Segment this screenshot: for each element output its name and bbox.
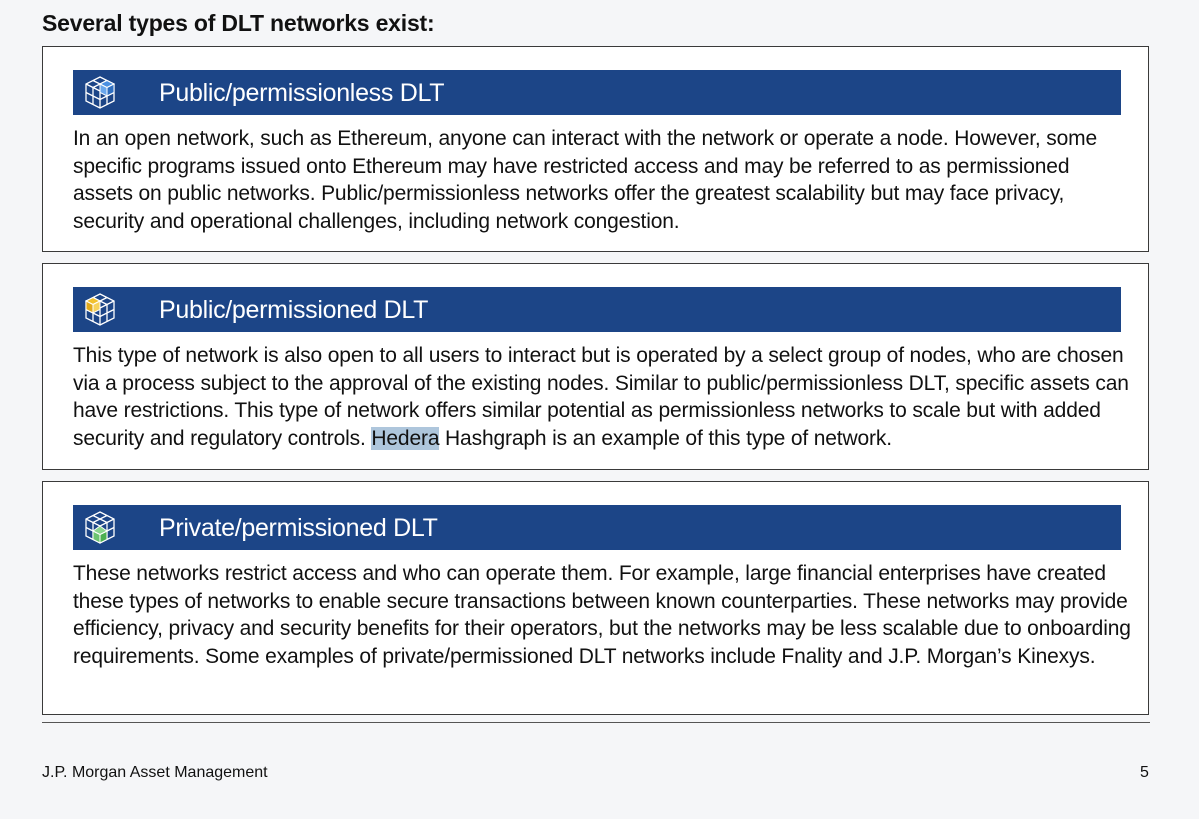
- page-number: 5: [1140, 764, 1149, 781]
- section-banner: [73, 287, 1121, 332]
- section-public-permissioned: [42, 263, 1149, 470]
- cube-yellow-icon: [83, 292, 117, 328]
- section-banner: [73, 70, 1121, 115]
- section-title: Public/permissioned DLT: [159, 296, 429, 324]
- section-text: This type of network is also open to all users to interact but is operated by a select group of nodes, who are chosen via a process subject to the approval of the existing nodes. Similar to public/permissionless DLT, specific assets can have restrictions. This type of network offers similar potential as permissionless networks to scale but with added security and regulatory controls.: [73, 344, 1129, 450]
- cube-green-icon: [83, 510, 117, 546]
- footer-brand: J.P. Morgan Asset Management: [42, 764, 268, 781]
- section-banner: [73, 505, 1121, 550]
- section-title: Private/permissioned DLT: [159, 514, 438, 542]
- section-body: In an open network, such as Ethereum, anyone can interact with the network or operate a node. However, some specific programs issued onto Ethereum may have restricted access and may be referred to as permissioned assets on public networks. Public/permissionless networks offer the greatest scalability but may face privacy, security and operational challenges, including network congestion.: [73, 127, 1098, 233]
- section-public-permissionless: [42, 46, 1149, 252]
- section-body: These networks restrict access and who can operate them. For example, large financial enterprises have created these types of networks to enable secure transactions between known counterparties. These networks may provide efficiency, privacy and security benefits for their operators, but the networks may be less scalable due to onboarding requirements. Some examples of private/permissioned DLT networks include Fnality and J.P. Morgan’s Kinexys.: [73, 562, 1131, 668]
- section-text: Hashgraph is an example of this type of network.: [439, 426, 892, 450]
- section-private-permissioned: [42, 481, 1149, 715]
- highlighted-text[interactable]: Hedera: [371, 426, 440, 450]
- cube-blue-icon: [83, 75, 117, 111]
- section-body: [73, 342, 1133, 452]
- section-title: Public/permissionless DLT: [159, 79, 445, 107]
- page-heading: Several types of DLT networks exist:: [42, 10, 435, 36]
- footer-divider: [42, 722, 1150, 723]
